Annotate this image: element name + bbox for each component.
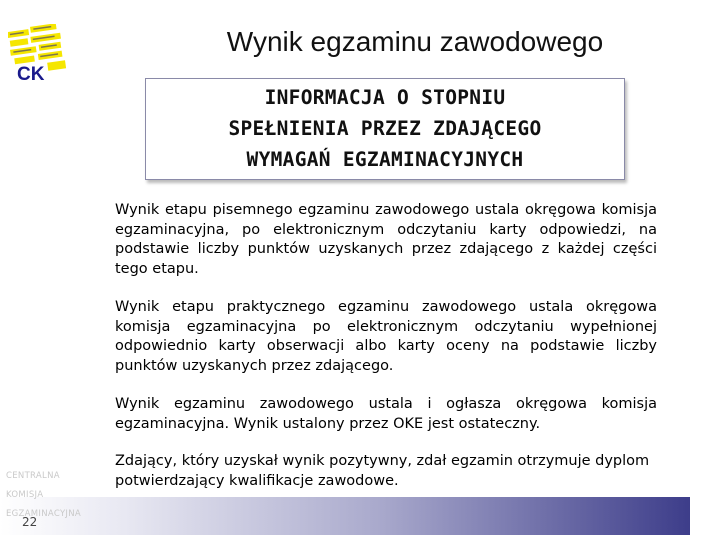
info-box-line-1: INFORMACJA O STOPNIU [264, 86, 506, 109]
info-box-line-3: WYMAGAŃ EGZAMINACYJNYCH [246, 148, 524, 171]
info-box-line-2: SPEŁNIENIA PRZEZ ZDAJĄCEGO [228, 117, 542, 140]
paragraph-diploma: Zdający, który uzyskał wynik pozytywny, zdał egzamin otrzymuje dyplom potwierdzający kwalifikacje zawodowe. [115, 453, 650, 489]
cke-logo [8, 24, 68, 86]
footer-bar-end [690, 497, 720, 535]
info-box [145, 78, 625, 180]
logo-text: CK [17, 64, 45, 85]
paragraph-written-stage: Wynik etapu pisemnego egzaminu zawodowego ustala okręgowa komisja egzaminacyjna, po elektronicznym odczytaniu karty odpowiedzi, na podstawie liczby punktów uzyskanych przez zdającego z każdej części tego etapu. [115, 202, 657, 277]
slide-title: Wynik egzaminu zawodowego [226, 26, 604, 57]
footer-gradient-bar [0, 497, 690, 535]
footer-label-komisja: KOMISJA [6, 490, 44, 500]
page-number: 22 [22, 515, 38, 529]
footer-label-egzaminacyjna: EGZAMINACYJNA [6, 509, 82, 519]
paragraph-practical-stage: Wynik etapu praktycznego egzaminu zawodowego ustala okręgowa komisja egzaminacyjna po elektronicznym odczytaniu wypełnionej odpowiednio karty obserwacji albo karty oceny na podstawie liczby punktów uzyskanych przez zdającego. [115, 299, 657, 374]
footer-label-centralna: CENTRALNA [6, 471, 60, 481]
paragraph-final-result: Wynik egzaminu zawodowego ustala i ogłasza okręgowa komisja egzaminacyjna. Wynik ustalony przez OKE jest ostateczny. [115, 396, 657, 432]
